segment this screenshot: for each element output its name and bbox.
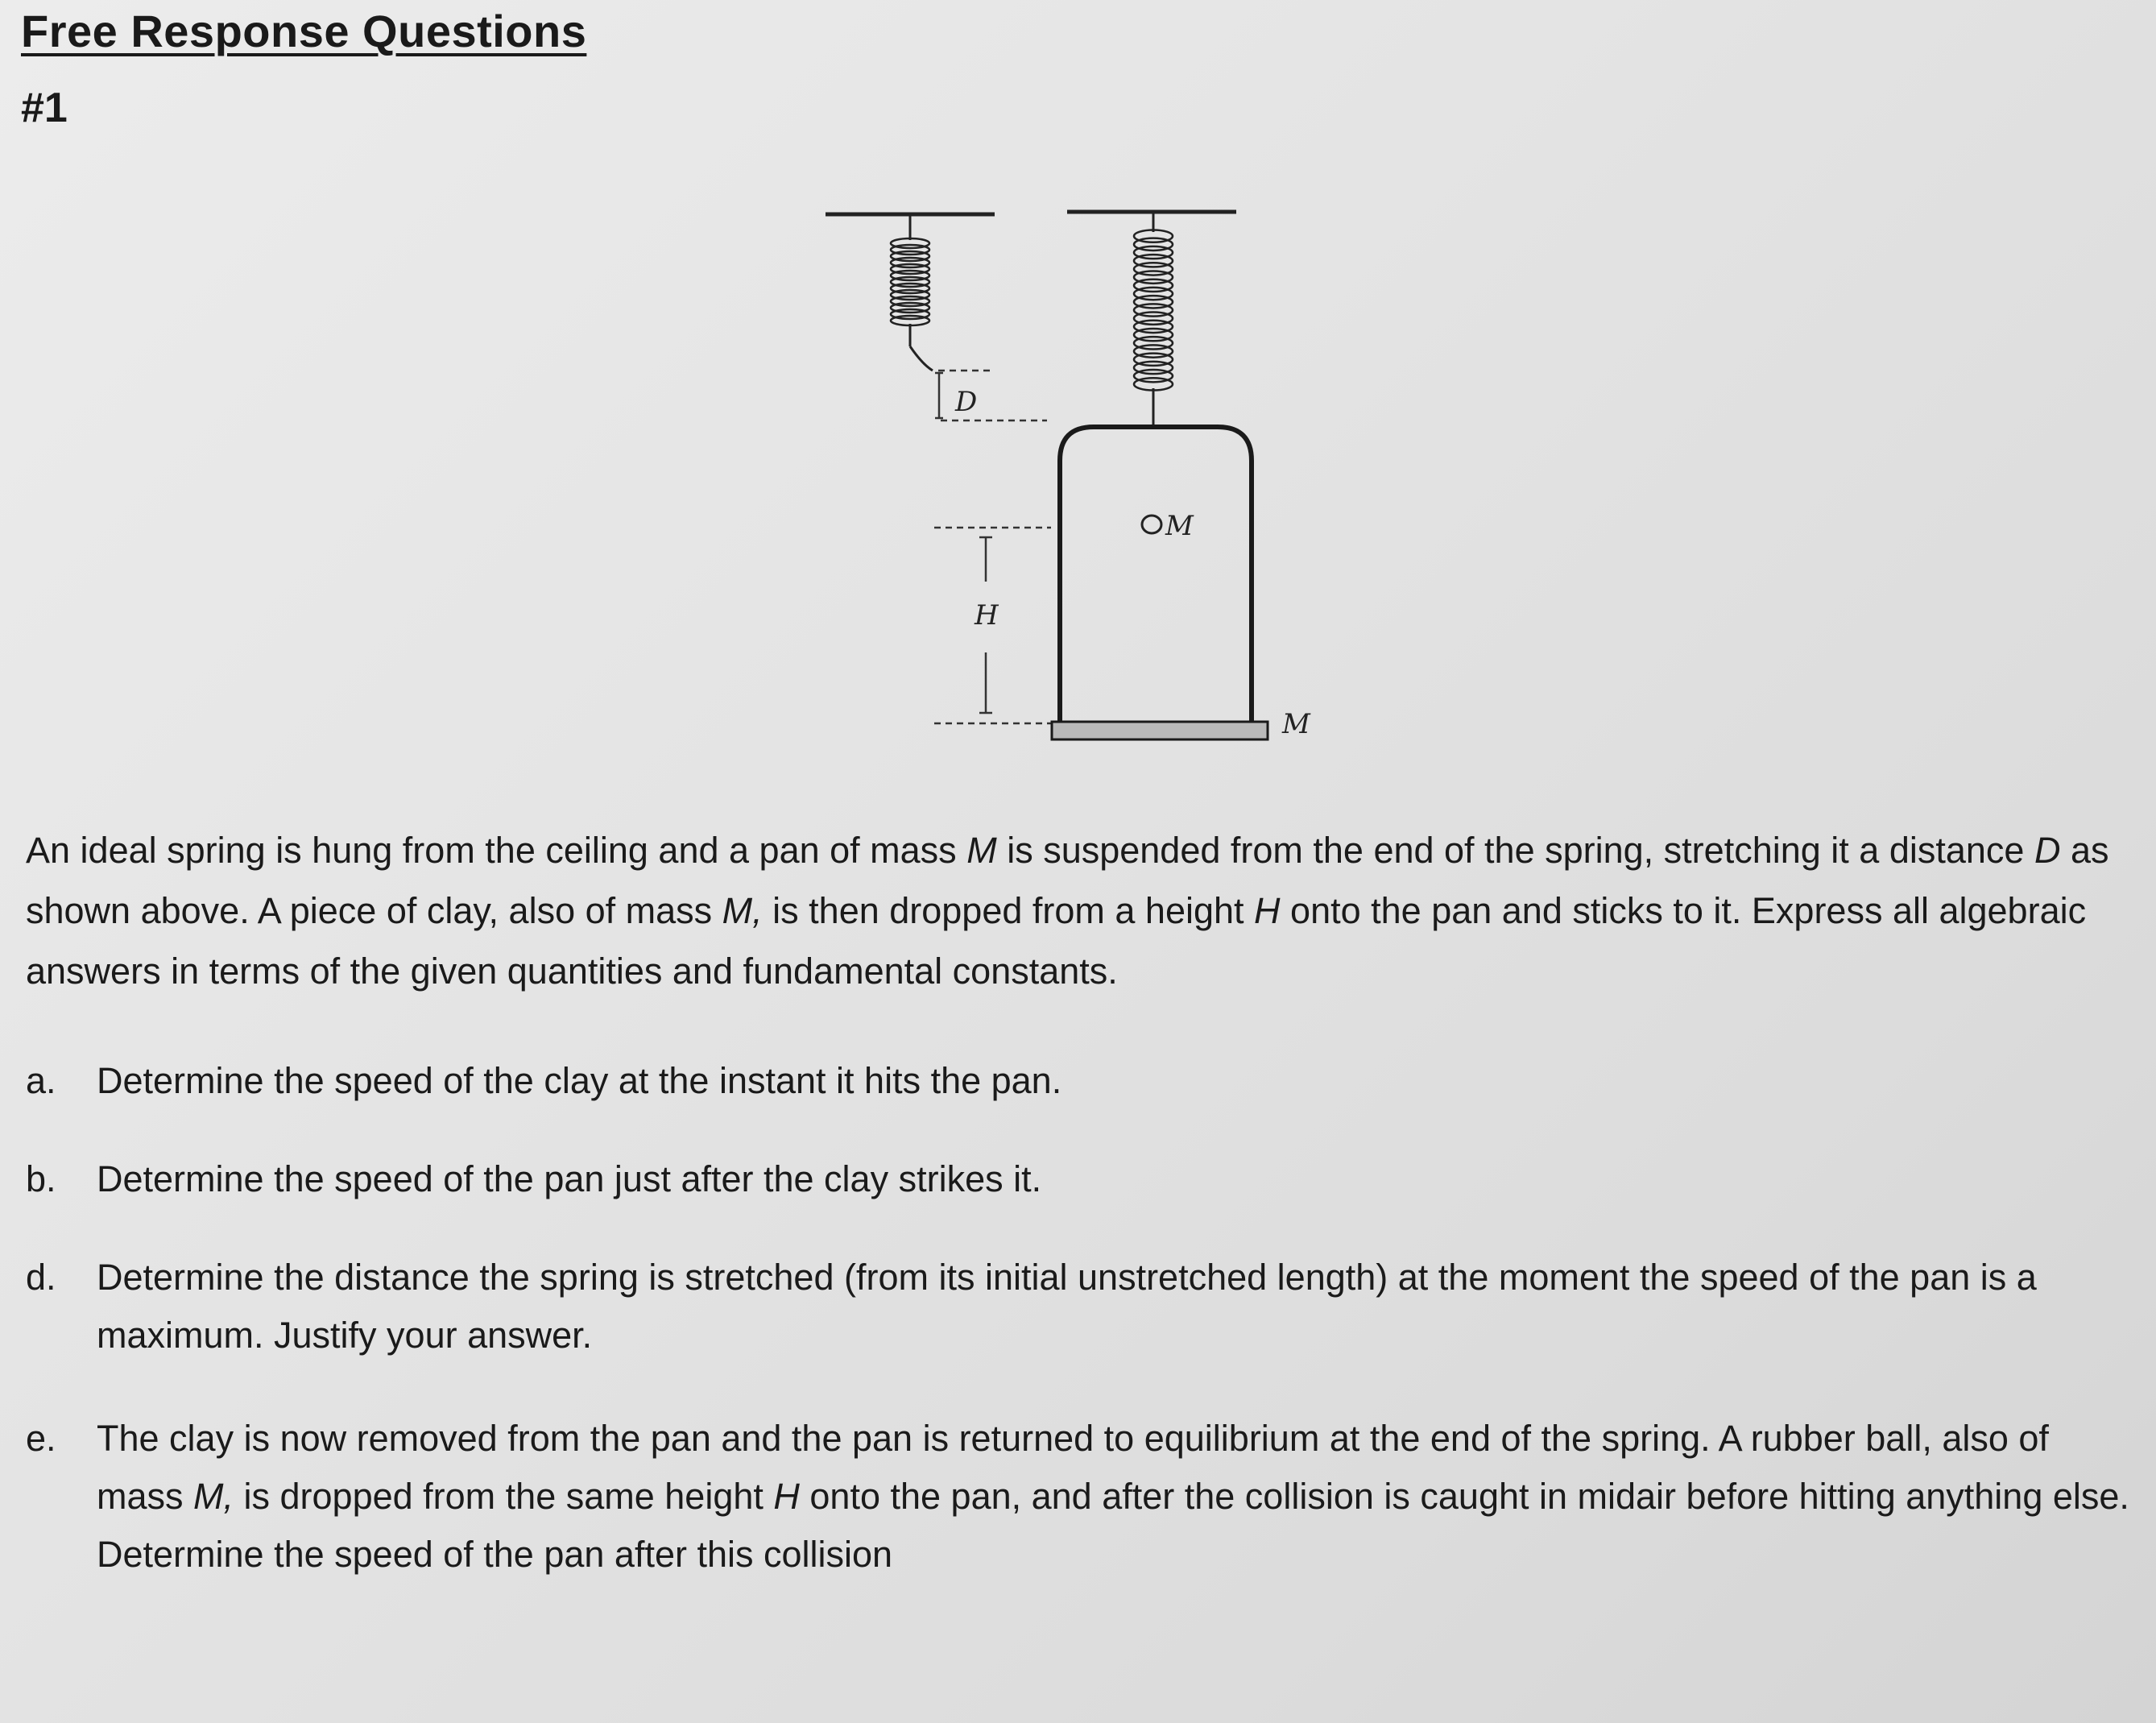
left-spring-coils	[891, 238, 929, 325]
part-b	[26, 1150, 2144, 1208]
intro-segment: D	[2034, 830, 2061, 871]
part-a-letter: a.	[26, 1060, 56, 1101]
intro-segment: M	[966, 830, 997, 871]
part-d-text	[97, 1249, 2144, 1365]
intro-segment: as shown above. A piece of clay, also of mass	[26, 830, 2109, 931]
part-segment: H	[773, 1476, 800, 1517]
part-e-letter: e.	[26, 1418, 56, 1459]
section-heading: Free Response Questions	[21, 6, 587, 56]
label-clay-mass: M	[1165, 510, 1194, 542]
part-d-letter: d.	[26, 1257, 56, 1298]
pan-frame	[1060, 427, 1252, 723]
pan-plate	[1052, 722, 1268, 739]
part-a-text	[97, 1052, 2144, 1110]
part-segment: The clay is now removed from the pan and the pan is returned to equilibrium at the end of the spring. A rubber ball, also of mass	[97, 1418, 2049, 1517]
intro-segment: H	[1254, 890, 1281, 931]
part-e-text	[97, 1410, 2144, 1584]
intro-segment: An ideal spring is hung from the ceiling and a pan of mass	[26, 830, 967, 871]
intro-segment: onto the pan and sticks to it. Express all algebraic answers in terms of the given quantities and fundamental constants.	[26, 890, 2087, 992]
spring-pan-diagram	[805, 185, 1310, 765]
left-spring-hook	[910, 346, 933, 371]
part-b-text	[97, 1150, 2144, 1208]
part-segment: M,	[193, 1476, 234, 1517]
clay-blob	[1142, 516, 1161, 533]
part-e	[26, 1410, 2144, 1584]
part-segment: Determine the speed of the clay at the instant it hits the pan.	[97, 1060, 1062, 1101]
part-segment: onto the pan, and after the collision is caught in midair before hitting anything else. Determine the speed of the pan after this collision	[97, 1476, 2129, 1575]
part-d	[26, 1249, 2144, 1365]
part-segment: Determine the distance the spring is stretched (from its initial unstretched length) at the moment the speed of the pan is a maximum. Justify your answer.	[97, 1257, 2037, 1356]
question-number: #1	[21, 85, 68, 131]
label-h: H	[975, 599, 999, 632]
problem-statement	[26, 820, 2120, 1001]
diagram-svg	[805, 185, 1310, 765]
intro-segment: is suspended from the end of the spring, stretching it a distance	[996, 830, 2034, 871]
right-spring-coils	[1134, 230, 1173, 390]
part-a	[26, 1052, 2144, 1110]
part-segment: Determine the speed of the pan just after the clay strikes it.	[97, 1158, 1042, 1199]
intro-segment: M,	[722, 890, 763, 931]
part-b-letter: b.	[26, 1158, 56, 1199]
label-d: D	[955, 386, 978, 418]
label-pan-mass: M	[1282, 708, 1310, 740]
part-segment: is dropped from the same height	[234, 1476, 774, 1517]
intro-segment: is then dropped from a height	[762, 890, 1255, 931]
